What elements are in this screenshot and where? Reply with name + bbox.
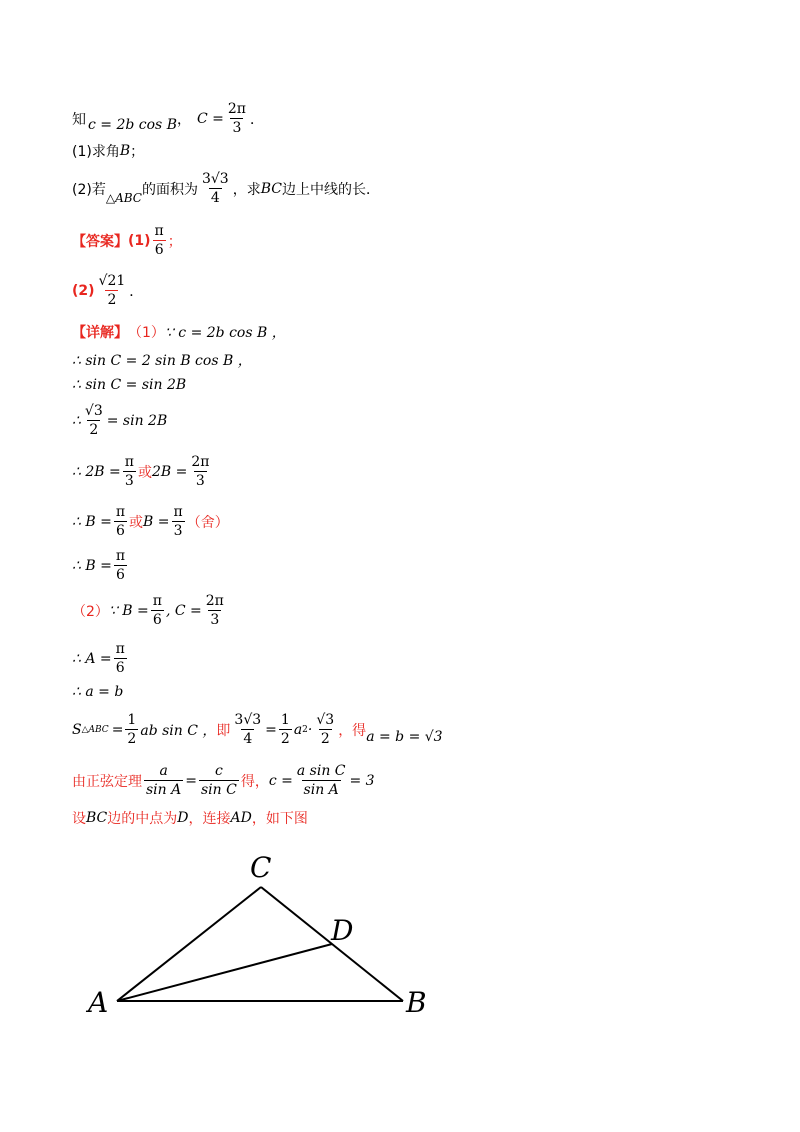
fraction: $\frac{√3}{2}$ (316, 712, 335, 747)
detail-header: 【详解】 （1） ∵ c = 2b cos B ， (72, 322, 286, 342)
step-3: ∴ sin C = sin 2B (72, 377, 187, 393)
area-fraction: $\frac{3√3}{4}$ (201, 171, 229, 206)
fraction: $\frac{\pi}{6}$ (115, 641, 125, 676)
label-c: C (250, 851, 272, 884)
fraction: $\frac{1}{2}$ (127, 712, 137, 747)
step-9: ∴ A = $\frac{\pi}{6}$ (72, 641, 125, 676)
step-8: （2） ∵ B = $\frac{\pi}{6}$ , C = $\frac{2\pi}{3}$ (72, 593, 224, 628)
step-5: ∴ 2B = $\frac{\pi}{3}$ 或 2B = $\frac{2\pi}{3}$ (72, 454, 210, 489)
fraction: $\frac{2\pi}{3}$ (205, 593, 224, 628)
step-11: S △ABC = $\frac{1}{2}$ ab sin C ， 即 $\frac{3√3}{4}$ = $\frac{1}{2}$ a 2 · $\frac{√3}{2}$ ，得 a = b = √3 (72, 712, 443, 747)
problem-condition: 知 c = 2b cos B ， C = $\frac{2\pi}{3}$ ． (72, 101, 264, 136)
fraction: $\frac{√3}{2}$ (84, 403, 103, 438)
step-7: ∴ B = $\frac{\pi}{6}$ (72, 548, 126, 583)
answer-tag: 【答案】 (72, 233, 128, 250)
median-ad (117, 944, 332, 1001)
step-2: ∴ sin C = 2 sin B cos B ， (72, 353, 252, 369)
label-a: A (88, 986, 109, 1019)
label-b: B (406, 986, 427, 1019)
fraction: $\frac{c}{\text{sin C}}$ (200, 763, 237, 798)
question-1: (1)求角 B ； (72, 143, 145, 160)
step-13: 设 BC 边的中点为 D ，连接 AD ，如下图 (72, 810, 308, 827)
fraction: $\frac{2\pi}{3}$ (191, 454, 210, 489)
side-ac (117, 887, 261, 1001)
fraction: $\frac{\pi}{6}$ (115, 548, 126, 583)
step-6: ∴ B = $\frac{\pi}{6}$ 或 B = $\frac{\pi}{3}$ （舍） (72, 504, 229, 539)
fraction: $\frac{2\pi}{3}$ (227, 101, 246, 136)
fraction: $\frac{\pi}{3}$ (124, 454, 134, 489)
fraction: $\frac{\text{a sin C}}{\text{sin A}}$ (296, 763, 346, 798)
fraction: $\frac{3√3}{4}$ (234, 712, 262, 747)
label-d: D (331, 914, 354, 947)
fraction: $\frac{\pi}{3}$ (173, 504, 183, 539)
condition-c-eq: c = 2b cos B (88, 116, 177, 133)
step-4: ∴ $\frac{√3}{2}$ = sin 2B (72, 403, 168, 438)
answer-1: 【答案】 (1) $\frac{\pi}{6}$ ； (72, 223, 182, 258)
triangle-diagram (0, 840, 800, 1040)
detail-tag: 【详解】 (72, 325, 128, 341)
fraction: $\frac{√21}{2}$ (98, 273, 126, 308)
answer-2: (2) $\frac{√21}{2}$ ． (72, 273, 144, 308)
triangle-abc: △ABC (105, 190, 142, 205)
step-10: ∴ a = b (72, 684, 124, 700)
fraction: $\frac{a}{\text{sin A}}$ (146, 763, 182, 798)
fraction: $\frac{1}{2}$ (280, 712, 290, 747)
fraction: $\frac{\pi}{6}$ (115, 504, 126, 539)
step-12: 由正弦定理 $\frac{a}{\text{sin A}}$ = $\frac{c}{\text{sin C}}$ 得， c = $\frac{\text{a sin C}}{\text{sin A}}$ = 3 (72, 763, 375, 798)
fraction: $\frac{\pi}{6}$ (154, 223, 164, 258)
question-2: (2)若 △ABC 的面积为 $\frac{3√3}{4}$ ，求 BC 边上中线的长． (72, 171, 380, 206)
fraction: $\frac{\pi}{6}$ (152, 593, 162, 628)
